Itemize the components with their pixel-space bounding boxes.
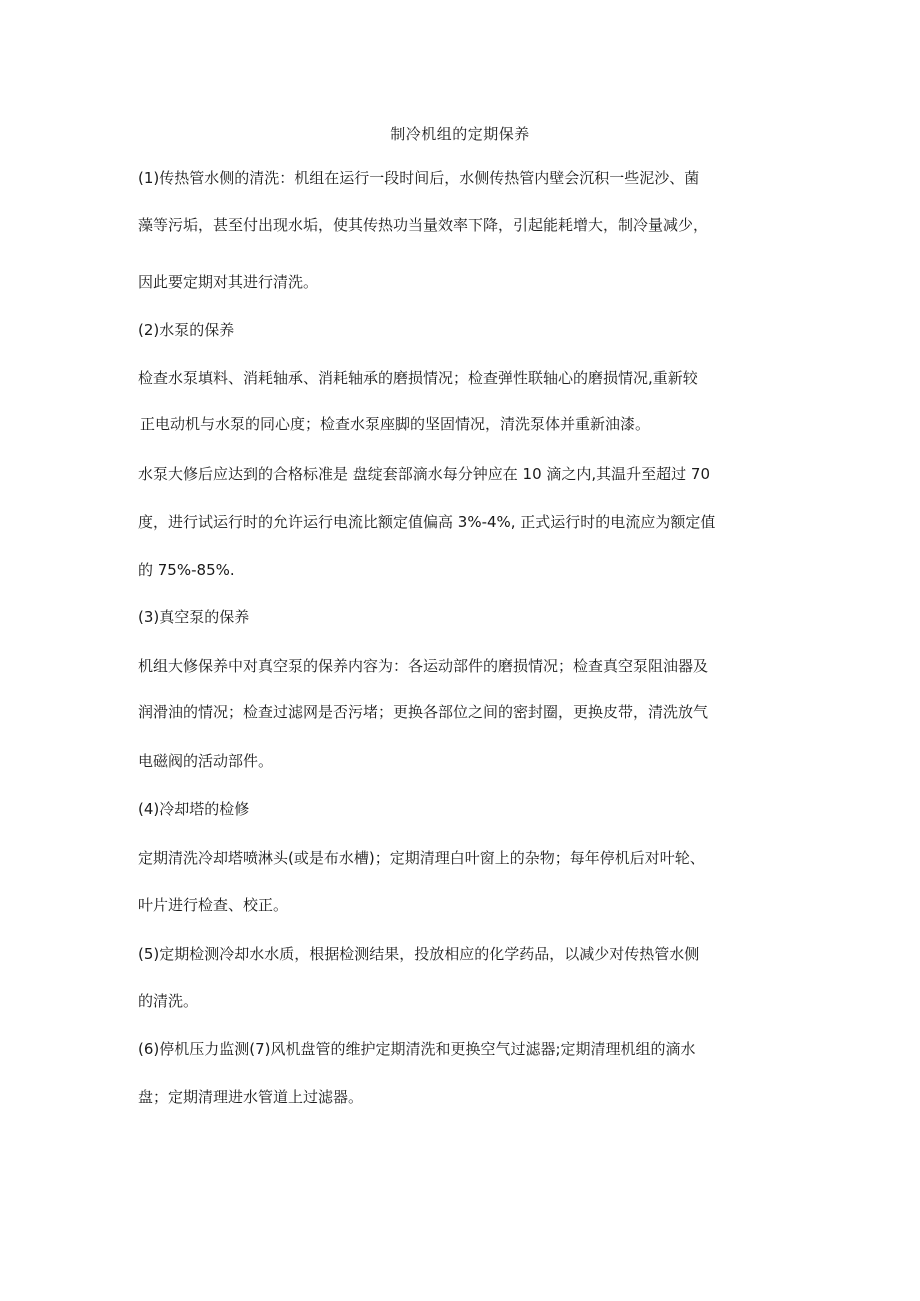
paragraph-line: 盘；定期清理进水管道上过滤器。 [138,1088,364,1106]
paragraph-line: 检查水泵填料、消耗轴承、消耗轴承的磨损情况；检查弹性联轴心的磨损情况,重新较 [138,369,698,387]
paragraph-line: 因此要定期对其进行清洗。 [138,273,319,291]
document-title: 制冷机组的定期保养 [390,125,530,143]
section-heading: (2)水泵的保养 [138,321,235,339]
section-heading: (3)真空泵的保养 [138,608,250,626]
paragraph-line: 润滑油的情况；检查过滤网是否污堵；更换各部位之间的密封圈，更换皮带，清洗放气 [138,703,709,721]
paragraph-line: 度，进行试运行时的允许运行电流比额定值偏高 3%-4%, 正式运行时的电流应为额定值 [138,513,716,531]
paragraph-line: 机组大修保养中对真空泵的保养内容为：各运动部件的磨损情况；检查真空泵阻油器及 [138,657,709,675]
paragraph-line: (6)停机压力监测(7)风机盘管的维护定期清洗和更换空气过滤器;定期清理机组的滴水 [138,1040,696,1058]
paragraph-line: 电磁阀的活动部件。 [138,752,274,770]
section-heading: (4)冷却塔的检修 [138,800,250,818]
paragraph-line: 定期清洗冷却塔喷淋头(或是布水槽)；定期清理白叶窗上的杂物；每年停机后对叶轮、 [138,849,705,867]
paragraph-line: (5)定期检测冷却水水质，根据检测结果，投放相应的化学药品，以减少对传热管水侧 [138,945,700,963]
paragraph-line: 的 75%-85%. [138,561,235,579]
paragraph-line: 叶片进行检查、校正。 [138,896,289,914]
paragraph-line: 正电动机与水泵的同心度；检查水泵座脚的坚固情况，清洗泵体并重新油漆。 [140,415,651,433]
paragraph-line: (1)传热管水侧的清洗：机组在运行一段时间后，水侧传热管内壁会沉积一些泥沙、菌 [138,169,700,187]
paragraph-line: 水泵大修后应达到的合格标准是 盘绽套部滴水每分钟应在 10 滴之内,其温升至超过 70 [138,465,711,483]
paragraph-line: 的清洗。 [138,992,199,1010]
paragraph-line: 藻等污垢，甚至付出现水垢，使其传热功当量效率下降，引起能耗增大，制冷量减少， [138,216,709,234]
